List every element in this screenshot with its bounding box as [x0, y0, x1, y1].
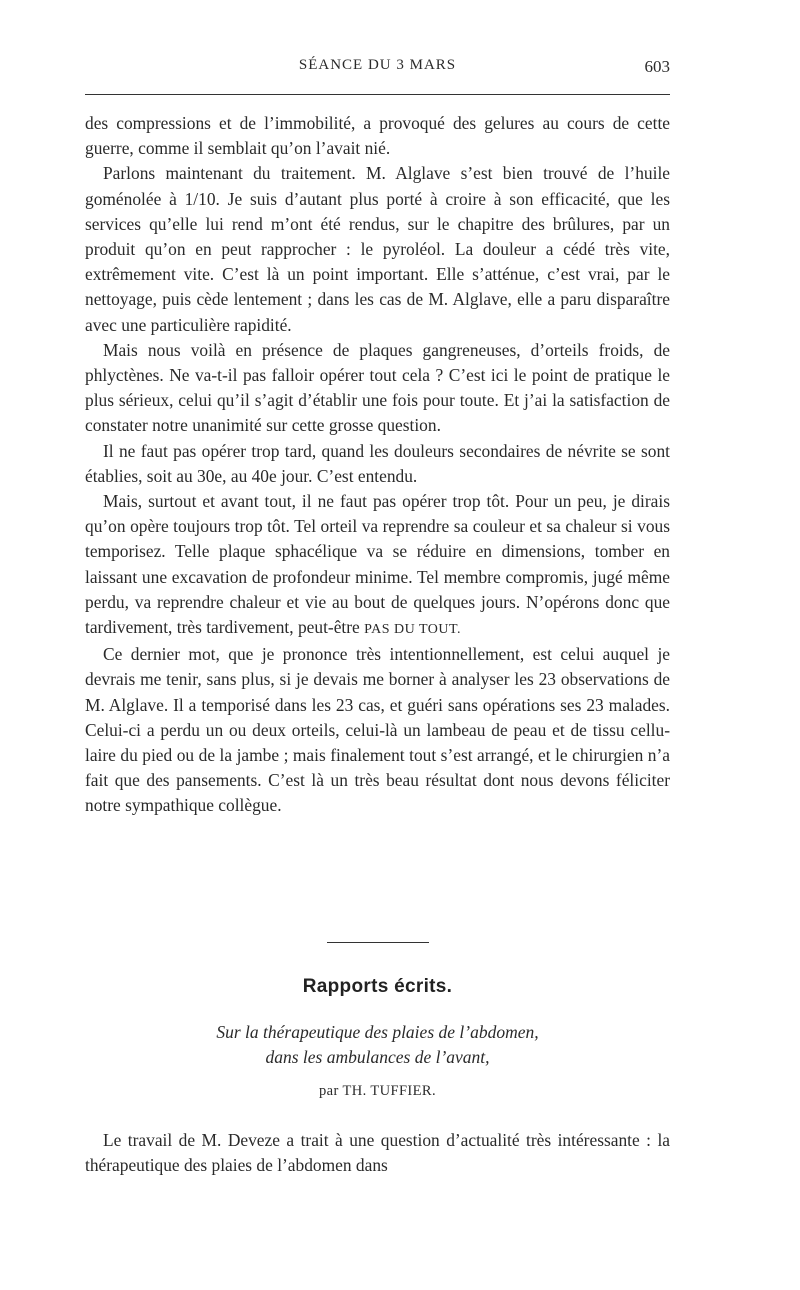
running-header: [85, 57, 670, 87]
byline: par TH. TUFFIER.: [318, 1083, 437, 1099]
small-caps-phrase: PAS DU TOUT.: [364, 622, 462, 638]
paragraph: Il ne faut pas opérer trop tard, quand les douleurs secondaires de névrite se sont établies, soit au 30e, au 40e jour. C’est entendu.: [85, 440, 670, 486]
paragraph: [85, 489, 670, 642]
header-rule: [85, 94, 670, 95]
paragraph: Ce dernier mot, que je prononce très intentionnellement, est celui auquel je devrais me tenir, sans plus, si je devais me borner à analyser les 23 observations de M. Alglave. Il a temporisé dans les 23 cas, et guéri sans opérations ses 23 malades. Celui-ci a perdu un ou deux orteils, celui-là un lambeau de peau et de tissu cellulaire du pied ou de la jambe ; mais finalement tout s’est arrangé, et le chirurgien n’a fait que des pansements. C’est là un très beau résultat dont nous devons féliciter notre sympathique collègue.: [85, 644, 670, 816]
body-text: [85, 111, 670, 819]
section-divider: [327, 942, 429, 943]
running-title: SÉANCE DU 3 MARS: [298, 57, 457, 73]
paragraph: Mais nous voilà en présence de plaques gangreneuses, d’orteils froids, de phlyctènes. Ne va-t-il pas falloir opérer tout cela ? C’est ici le point de pratique le plus sérieux, celui qu’il s’agit d’établir une fois pour toute. Et j’ai la satisfaction de constater notre unanimité sur cette grosse question.: [85, 339, 670, 436]
intro-text: [85, 1128, 670, 1178]
article-title: [85, 1020, 670, 1070]
section-heading: Rapports écrits.: [302, 976, 453, 997]
paragraph-text: Mais, surtout et avant tout, il ne faut pas opérer trop tôt. Pour un peu, je dirais qu’on opère toujours trop tôt. Tel orteil va reprendre sa couleur et sa chaleur si vous temporisez. Telle plaque sphacélique va se réduire en dimensions, tomber en laissant une excavation de profondeur minime. Tel membre compromis, jugé même perdu, va reprendre chaleur et vie au bout de quelques jours. N’opérons donc que tardivement, très tardivement, peut-être: [85, 491, 670, 638]
paragraph: Le travail de M. Deveze a trait à une question d’actualité très intéressante : la thérapeutique des plaies de l’abdomen dans: [85, 1130, 670, 1176]
paragraph: des compressions et de l’immobilité, a provoqué des gelures au cours de cette guerre, comme il semblait qu’on l’avait nié.: [85, 113, 670, 159]
article-title-line: dans les ambulances de l’avant,: [265, 1047, 490, 1067]
page-number: 603: [644, 57, 670, 76]
article-title-line: Sur la thérapeutique des plaies de l’abdomen,: [216, 1022, 539, 1042]
book-page: [85, 0, 670, 1290]
paragraph: Parlons maintenant du traitement. M. Alglave s’est bien trouvé de l’huile goménolée à 1/10. Je suis d’autant plus porté à croire à son efficacité, que les services qu’elle lui rend m’ont été rendus, sur le chapitre des brûlures, par un produit qu’on en peut rapprocher : le pyroléol. La douleur a cédé très vite, extrêmement vite. C’est là un point important. Elle s’atténue, c’est vrai, par le nettoyage, puis cède lentement ; dans les cas de M. Alglave, elle a paru disparaître avec une particulière rapidité.: [85, 163, 670, 335]
